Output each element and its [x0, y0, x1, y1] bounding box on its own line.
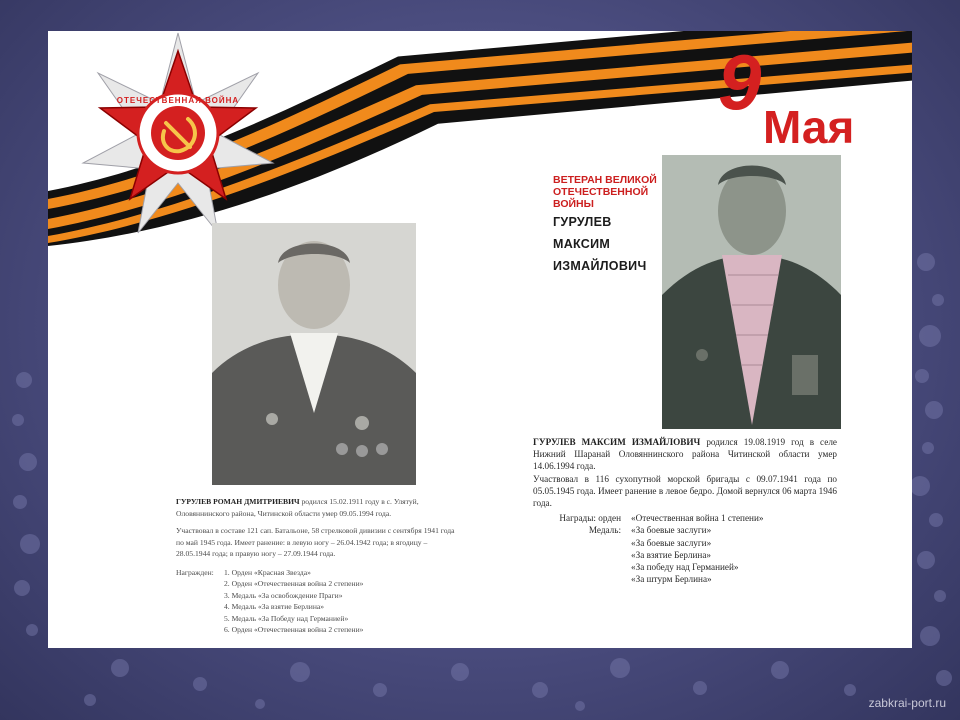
bio1-intro-text: родился 15.02.1911 году в с. Улятуй, Оловяннинского района, Читинской области умер 09.05.1994 года. [176, 497, 419, 518]
bio2-medal-1: «За боевые заслуги» [631, 525, 712, 536]
bio2-name: ГУРУЛЕВ МАКСИМ ИЗМАЙЛОВИЧ [533, 437, 701, 447]
bio1-awards [176, 567, 460, 636]
bio2-medal-5: «За штурм Берлина» [631, 574, 712, 585]
bio1-award-6: 6. Орден «Отечественная война 2 степени» [224, 625, 364, 634]
portrait-photo-1 [212, 223, 416, 485]
bio1-service: Участвовал в составе 121 сап. Батальоне, 58 стрелковой дивизии с сентября 1941 года по май 1945 года. Имеет ранение: в левую ногу – 26.04.1942 года; в ягодицу – 28.05.1944 года; в правую ногу – 27.09.1944 года. [176, 526, 455, 558]
watermark: zabkrai-port.ru [868, 696, 946, 710]
bio1-name: ГУРУЛЕВ РОМАН ДМИТРИЕВИЧ [176, 497, 300, 506]
date-month: Мая [763, 101, 855, 153]
bio1-award-2: 2. Орден «Отечественная война 2 степени» [224, 579, 364, 588]
bio1-intro [176, 496, 460, 519]
slide [48, 31, 912, 648]
veteran-header [553, 174, 663, 276]
veteran-name-line-1: ГУРУЛЕВ [553, 215, 612, 229]
bio2-medal-4: «За победу над Германией» [631, 562, 739, 573]
star-ring-text: ОТЕЧЕСТВЕННАЯ ВОЙНА [116, 96, 240, 105]
veteran-name-line-3: ИЗМАЙЛОВИЧ [553, 259, 647, 273]
bio2-awards [533, 512, 837, 585]
bio1-awards-label: Награжден: [176, 567, 214, 577]
bio2-intro-text: родился 19.08.1919 год в селе Нижний Шаранай Оловяннинского района Читинской области умер 14.06.1994 года. [533, 437, 837, 472]
bio2-medal-2: «За боевые заслуги» [631, 537, 712, 548]
bio2-order: «Отечественная война 1 степени» [631, 513, 764, 524]
veteran-name-line-2: МАКСИМ [553, 237, 611, 251]
bio1-award-4: 4. Медаль «За взятие Берлина» [224, 602, 325, 611]
biography-1 [176, 496, 460, 636]
bio2-medal-label: Медаль: [588, 525, 621, 536]
bio1-award-5: 5. Медаль «За Победу над Германией» [224, 613, 349, 623]
veteran-caption-line-1: ВЕТЕРАН ВЕЛИКОЙ [553, 174, 657, 186]
bio1-award-1: 1. Орден «Красная Звезда» [224, 567, 311, 577]
date-number: 9 [718, 38, 762, 126]
biography-2 [533, 436, 837, 585]
bio1-award-3: 3. Медаль «За освобождение Праги» [224, 590, 343, 600]
bio2-order-label: Награды: орден [559, 513, 621, 524]
portrait-photo-2 [662, 155, 841, 429]
bio2-intro [533, 436, 837, 473]
veteran-caption-line-2: ОТЕЧЕСТВЕННОЙ [553, 186, 649, 198]
veteran-caption-line-3: ВОЙНЫ [553, 198, 594, 210]
bio2-service: Участвовал в 116 сухопутной морской бригады с 09.07.1941 года по 05.05.1945 года. Имеет ранение в левое бедро. Домой вернулся 06 марта 1946 года. [533, 473, 837, 509]
bio2-medal-3: «За взятие Берлина» [631, 549, 711, 560]
